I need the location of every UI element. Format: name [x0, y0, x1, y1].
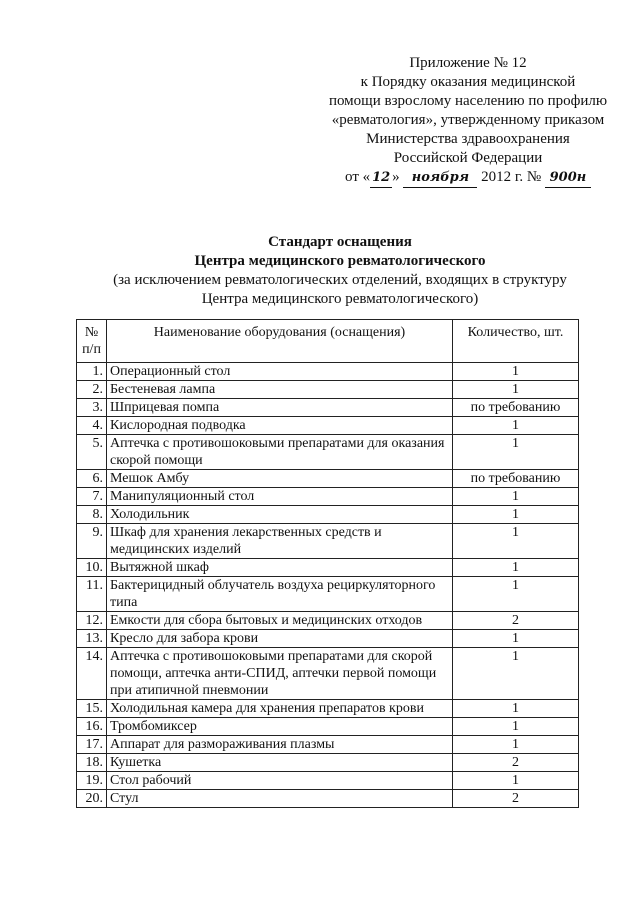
row-name: Стул: [107, 790, 453, 808]
row-quantity: 1: [453, 736, 579, 754]
table-row: [77, 577, 579, 612]
row-number: 14.: [77, 648, 107, 700]
table-row: [77, 399, 579, 417]
appendix-block: [318, 54, 618, 188]
document-title: [80, 233, 600, 309]
row-number: 1.: [77, 363, 107, 381]
table-row: [77, 417, 579, 435]
row-number: 19.: [77, 772, 107, 790]
row-number: 15.: [77, 700, 107, 718]
row-name: Вытяжной шкаф: [107, 559, 453, 577]
row-number: 12.: [77, 612, 107, 630]
header-num: № п/п: [77, 320, 107, 363]
table-row: [77, 559, 579, 577]
table-row: [77, 506, 579, 524]
table-row: [77, 648, 579, 700]
row-name: Тромбомиксер: [107, 718, 453, 736]
handwritten-month: ноября: [403, 168, 477, 188]
table-header-row: [77, 320, 579, 363]
table-row: [77, 772, 579, 790]
table-row: [77, 524, 579, 559]
appendix-line: Приложение № 12: [409, 55, 527, 71]
row-name: Аптечка с противошоковыми препаратами для оказания скорой помощи: [107, 435, 453, 470]
row-number: 16.: [77, 718, 107, 736]
table-row: [77, 630, 579, 648]
row-quantity: 1: [453, 648, 579, 700]
table-row: [77, 470, 579, 488]
row-name: Кушетка: [107, 754, 453, 772]
title-line-1: Стандарт оснащения: [268, 234, 412, 250]
table-row: [77, 718, 579, 736]
row-number: 20.: [77, 790, 107, 808]
row-name: Манипуляционный стол: [107, 488, 453, 506]
appendix-line: помощи взрослому населению по профилю: [328, 93, 608, 109]
table-body: [77, 363, 579, 808]
appendix-line: к Порядку оказания медицинской: [360, 74, 576, 90]
row-number: 11.: [77, 577, 107, 612]
table-row: [77, 363, 579, 381]
appendix-line: Министерства здравоохранения: [366, 131, 570, 147]
row-number: 9.: [77, 524, 107, 559]
row-quantity: 2: [453, 612, 579, 630]
row-quantity: 1: [453, 506, 579, 524]
table-row: [77, 754, 579, 772]
row-number: 17.: [77, 736, 107, 754]
row-number: 13.: [77, 630, 107, 648]
row-quantity: 1: [453, 700, 579, 718]
row-quantity: 1: [453, 559, 579, 577]
appendix-line: Российской Федерации: [393, 150, 543, 166]
row-name: Аппарат для размораживания плазмы: [107, 736, 453, 754]
row-quantity: 1: [453, 524, 579, 559]
row-name: Бестеневая лампа: [107, 381, 453, 399]
equipment-table: [76, 319, 579, 808]
row-name: Мешок Амбу: [107, 470, 453, 488]
row-name: Бактерицидный облучатель воздуха рециркуляторного типа: [107, 577, 453, 612]
date-mid: »: [392, 169, 400, 185]
date-prefix: от «: [345, 169, 371, 185]
title-line-4: Центра медицинского ревматологического): [201, 291, 479, 307]
row-number: 3.: [77, 399, 107, 417]
row-quantity: 1: [453, 630, 579, 648]
row-quantity: 1: [453, 488, 579, 506]
row-name: Шприцевая помпа: [107, 399, 453, 417]
table-row: [77, 435, 579, 470]
row-name: Кресло для забора крови: [107, 630, 453, 648]
row-number: 6.: [77, 470, 107, 488]
row-name: Холодильник: [107, 506, 453, 524]
header-name: Наименование оборудования (оснащения): [107, 320, 453, 363]
row-quantity: 1: [453, 381, 579, 399]
row-number: 2.: [77, 381, 107, 399]
handwritten-order-number: 900н: [545, 168, 591, 188]
row-number: 8.: [77, 506, 107, 524]
row-number: 18.: [77, 754, 107, 772]
row-number: 5.: [77, 435, 107, 470]
table-row: [77, 700, 579, 718]
order-date-line: [318, 168, 618, 188]
row-quantity: 2: [453, 754, 579, 772]
row-number: 10.: [77, 559, 107, 577]
table-row: [77, 381, 579, 399]
title-line-2: Центра медицинского ревматологического: [194, 253, 486, 269]
table-row: [77, 612, 579, 630]
handwritten-day: 12: [370, 168, 392, 188]
row-quantity: 1: [453, 577, 579, 612]
row-name: Операционный стол: [107, 363, 453, 381]
row-number: 4.: [77, 417, 107, 435]
header-qty: Количество, шт.: [453, 320, 579, 363]
row-quantity: 1: [453, 363, 579, 381]
row-name: Емкости для сбора бытовых и медицинских отходов: [107, 612, 453, 630]
table-row: [77, 488, 579, 506]
table-row: [77, 736, 579, 754]
row-quantity: по требованию: [453, 470, 579, 488]
row-quantity: 2: [453, 790, 579, 808]
row-name: Стол рабочий: [107, 772, 453, 790]
appendix-line: «ревматология», утвержденному приказом: [331, 112, 605, 128]
table-row: [77, 790, 579, 808]
row-name: Кислородная подводка: [107, 417, 453, 435]
row-name: Аптечка с противошоковыми препаратами для скорой помощи, аптечка анти-СПИД, аптечки первой помощи при атипичной пневмонии: [107, 648, 453, 700]
row-name: Шкаф для хранения лекарственных средств и медицинских изделий: [107, 524, 453, 559]
row-quantity: по требованию: [453, 399, 579, 417]
row-quantity: 1: [453, 435, 579, 470]
title-line-3: (за исключением ревматологических отделений, входящих в структуру: [113, 272, 567, 288]
row-quantity: 1: [453, 417, 579, 435]
row-number: 7.: [77, 488, 107, 506]
row-quantity: 1: [453, 772, 579, 790]
row-name: Холодильная камера для хранения препаратов крови: [107, 700, 453, 718]
row-quantity: 1: [453, 718, 579, 736]
date-year: 2012 г. №: [481, 169, 542, 185]
